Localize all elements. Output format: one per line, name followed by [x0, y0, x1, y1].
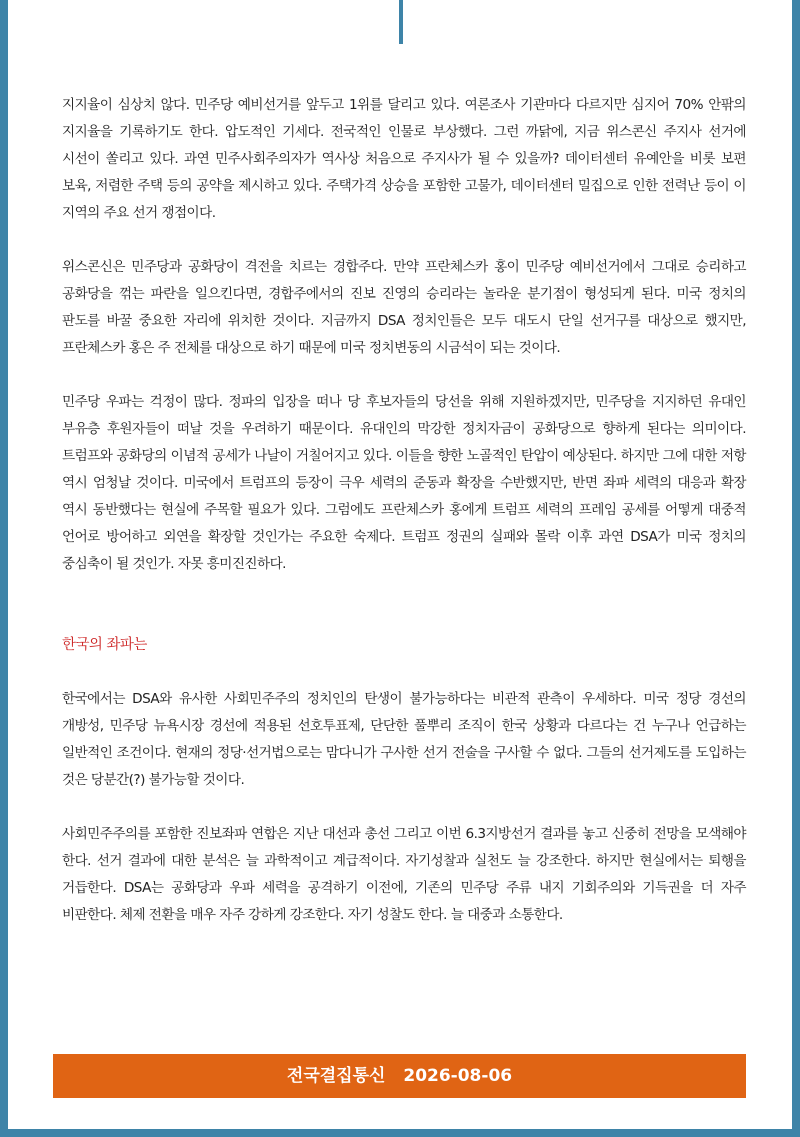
publication-name: 전국결집통신 — [286, 1066, 386, 1086]
publication-date: 2026-08-06 — [403, 1066, 513, 1086]
footer-banner — [53, 1054, 746, 1098]
top-divider-line — [399, 0, 403, 44]
document-page — [8, 0, 792, 1129]
section-heading: 한국의 좌파는 — [62, 637, 147, 653]
paragraph: 지지율이 심상치 않다. 민주당 예비선거를 앞두고 1위를 달리고 있다. 여론조사 기관마다 다르지만 심지어 70% 안팎의 지지율을 기록하기도 한다. 압도적인 기세다. 전국적인 인물로 부상했다. 그런 까닭에, 지금 위스콘신 주지사 선거에 시선이 쏠리고 있다. 과연 민주사회주의자가 역사상 처음으로 주지사가 될 수 있을까? 데이터센터 유예안을 비롯 보편 보육, 저렴한 주택 등의 공약을 제시하고 있다. 주택가격 상승을 포함한 고물가, 데이터센터 밀집으로 인한 전력난 등이 이 지역의 주요 선거 쟁점이다. — [62, 97, 746, 221]
article-body — [62, 92, 746, 929]
paragraph: 사회민주주의를 포함한 진보좌파 연합은 지난 대선과 총선 그리고 이번 6.3지방선거 결과를 놓고 신중히 전망을 모색해야 한다. 선거 결과에 대한 분석은 늘 과학적이고 계급적이다. 자기성찰과 실천도 늘 강조한다. 하지만 현실에서는 퇴행을 거듭한다. DSA는 공화당과 우파 세력을 공격하기 이전에, 기존의 민주당 주류 내지 기회주의와 기득권을 더 자주 비판한다. 체제 전환을 매우 자주 강하게 강조한다. 자기 성찰도 한다. 늘 대중과 소통한다. — [62, 826, 746, 923]
paragraph: 민주당 우파는 걱정이 많다. 정파의 입장을 떠나 당 후보자들의 당선을 위해 지원하겠지만, 민주당을 지지하던 유대인 부유층 후원자들이 떠날 것을 우려하기 때문이다. 유대인의 막강한 정치자금이 공화당으로 향하게 된다는 의미이다. 트럼프와 공화당의 이념적 공세가 나날이 거칠어지고 있다. 이들을 향한 노골적인 탄압이 예상된다. 하지만 그에 대한 저항 역시 엄청날 것이다. 미국에서 트럼프의 등장이 극우 세력의 준동과 확장을 수반했지만, 반면 좌파 세력의 대응과 확장 역시 동반했다는 현실에 주목할 필요가 있다. 그럼에도 프란체스카 홍에게 트럼프 세력의 프레임 공세를 어떻게 대중적 언어로 방어하고 외연을 확장할 것인가는 주요한 숙제다. 트럼프 정권의 실패와 몰락 이후 과연 DSA가 미국 정치의 중심축이 될 것인가. 자못 흥미진진하다. — [62, 394, 746, 572]
paragraph: 위스콘신은 민주당과 공화당이 격전을 치르는 경합주다. 만약 프란체스카 홍이 민주당 예비선거에서 그대로 승리하고 공화당을 꺾는 파란을 일으킨다면, 경합주에서의 진보 진영의 승리라는 놀라운 분기점이 형성되게 된다. 미국 정치의 판도를 바꿀 중요한 자리에 위치한 것이다. 지금까지 DSA 정치인들은 모두 대도시 단일 선거구를 대상으로 했지만, 프란체스카 홍은 주 전체를 대상으로 하기 때문에 미국 정치변동의 시금석이 되는 것이다. — [62, 259, 746, 356]
paragraph: 한국에서는 DSA와 유사한 사회민주주의 정치인의 탄생이 불가능하다는 비관적 관측이 우세하다. 미국 정당 경선의 개방성, 민주당 뉴욕시장 경선에 적용된 선호투표제, 단단한 풀뿌리 조직이 한국 상황과 다르다는 건 누구나 언급하는 일반적인 조건이다. 현재의 정당·선거법으로는 맘다니가 구사한 선거 전술을 구사할 수 없다. 그들의 선거제도를 도입하는 것은 당분간(?) 불가능할 것이다. — [62, 691, 746, 788]
